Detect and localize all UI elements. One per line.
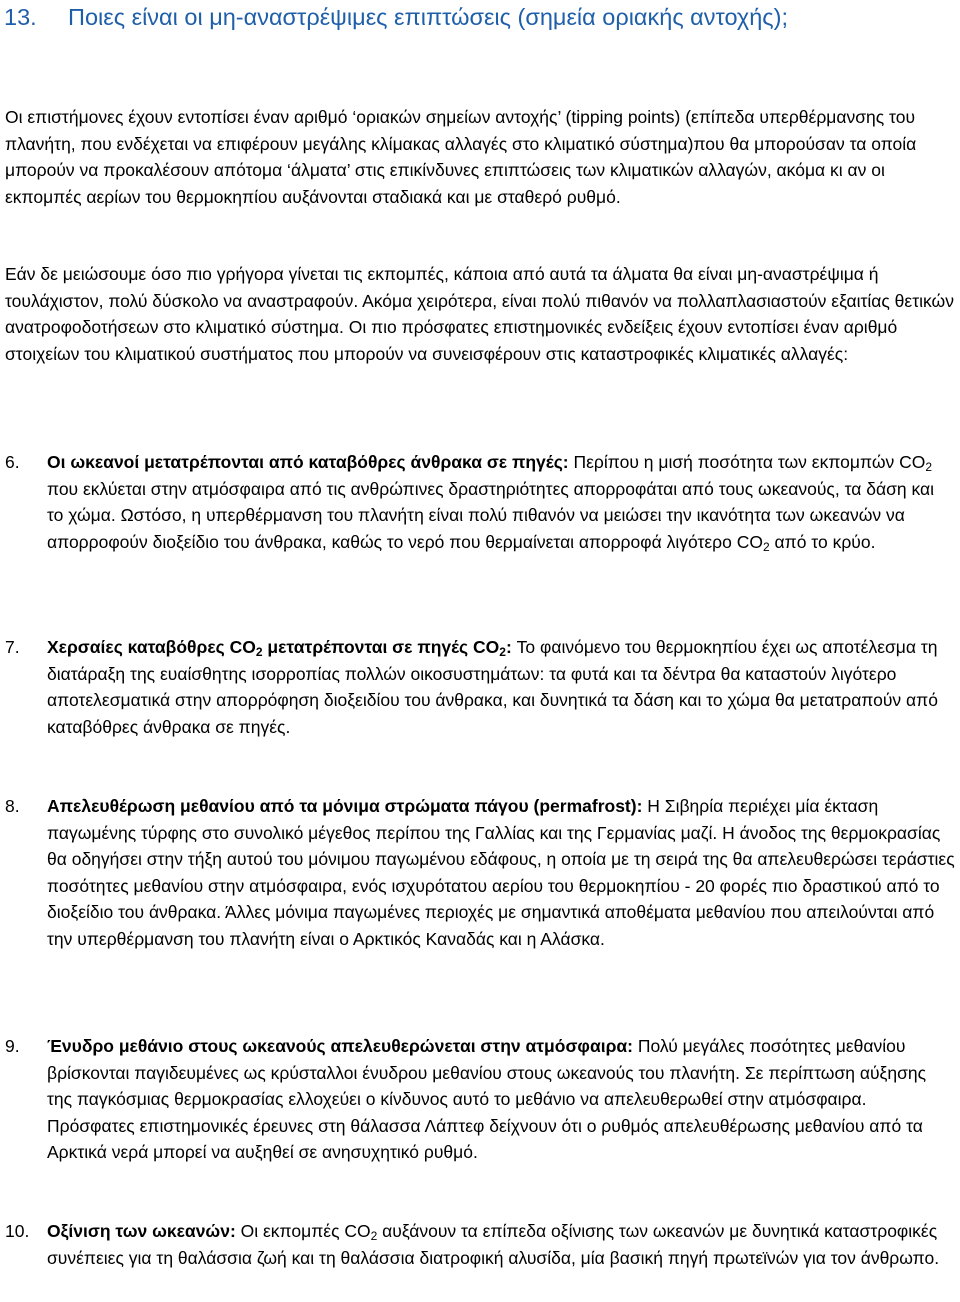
item-title: Οξίνιση των ωκεανών: — [47, 1221, 236, 1241]
subscript: 2 — [370, 1229, 378, 1243]
item-title-part: μετατρέπονται σε πηγές CO — [262, 637, 500, 657]
subscript: 2 — [499, 645, 506, 659]
item-number: 10. — [5, 1221, 30, 1241]
subscript: 2 — [925, 460, 933, 474]
item-title: Απελευθέρωση μεθανίου από τα μόνιμα στρώματα πάγου (permafrost): — [47, 796, 643, 816]
item-number: 8. — [5, 796, 20, 816]
item-text: Το φαινόμενο του θερμοκηπίου έχει ως αποτέλεσμα τη διατάραξη της ευαίσθητης ισορροπίας πολλών οικοσυστημάτων: τα φυτά και τα δέντρα θα καταστούν λιγότερο αποτελεσματικά στην απορρόφηση διοξειδίου του άνθρακα, και δυνητικά τα δάση και το χώμα θα μετατραπούν από καταβόθρες άνθρακα σε πηγές. — [47, 637, 938, 737]
intro-paragraph-1: Οι επιστήμονες έχουν εντοπίσει έναν αριθμό ‘οριακών σημείων αντοχής’ (tipping points) (επίπεδα υπερθέρμανσης του πλανήτη, που ενδέχεται να επιφέρουν μεγάλης κλίμακας αλλαγές στο κλιματικό σύστημα)που θα μπορούσαν τα οποία μπορούν να προκαλέσουν απότομα ‘άλματα’ στις επικίνδυνες επιπτώσεις των κλιματικών αλλαγών, ακόμα κι αν οι εκπομπές αερίων του θερμοκηπίου αυξάνονται σταδιακά και με σταθερό ρυθμό. — [5, 107, 917, 207]
item-text: Πολύ μεγάλες ποσότητες μεθανίου βρίσκονται παγιδευμένες ως κρύσταλλοι ένυδρου μεθανίου στους ωκεανούς του πλανήτη. Σε περίπτωση αύξησης της παγκόσμιας θερμοκρασίας ελλοχεύει ο κίνδυνος αυτό το μεθάνιο να απελευθερωθεί στην ατμόσφαιρα. Πρόσφατες επιστημονικές έρευνες στη θάλασσα Λάπτεφ δείχνουν ότι ο ρυθμός απελευθέρωσης μεθανίου από τα Αρκτικά νερά μπορεί να αυξηθεί σε ανησυχητικό ρυθμό. — [47, 1036, 927, 1162]
list-item-10 — [5, 1218, 955, 1271]
item-body — [47, 1218, 955, 1271]
item-text: Η Σιβηρία περιέχει μία έκταση παγωμένης τύρφης στο συνολικό μέγεθος περίπου της Γαλλίας και της Γερμανίας μαζί. Η άνοδος της θερμοκρασίας θα οδηγήσει στην τήξη αυτού του μόνιμου παγωμένου εδάφους, η οποία με τη σειρά της θα απελευθερώσει τεράστιες ποσότητες μεθανίου στην ατμόσφαιρα, ενός ισχυρότατου αερίου του θερμοκηπίου - 20 φορές πιο δραστικού από το διοξείδιο του άνθρακα. Άλλες μόνιμα παγωμένες περιοχές με σημαντικά αποθέματα μεθανίου που απειλούνται από την υπερθέρμανση του πλανήτη είναι ο Αρκτικός Καναδάς και η Αλάσκα. — [47, 796, 955, 949]
item-title — [47, 637, 512, 657]
item-title: Οι ωκεανοί μετατρέπονται από καταβόθρες άνθρακα σε πηγές: — [47, 452, 569, 472]
item-text: που εκλύεται στην ατμόσφαιρα από τις ανθρώπινες δραστηριότητες απορροφάται από τους ωκεανούς, τα δάση και το χώμα. Ωστόσο, η υπερθέρμανση του πλανήτη είναι πολύ πιθανόν να μειώσει την ικανότητα των ωκεανών να απορροφούν διοξείδιο του άνθρακα, καθώς το νερό που θερμαίνεται απορροφά λιγότερο CO — [47, 478, 935, 552]
item-title-part: : — [505, 637, 512, 657]
item-text: αυξάνουν τα επίπεδα οξίνισης των ωκεανών με δυνητικά καταστροφικές συνέπειες για τη θαλάσσια ζωή και τη θαλάσσια διατροφική αλυσίδα, μία βασική πηγή πρωτεϊνών για τον άνθρωπο. — [47, 1221, 940, 1268]
item-title-part: Χερσαίες καταβόθρες CO — [47, 637, 256, 657]
item-number: 7. — [5, 637, 20, 657]
list-item-7 — [5, 634, 955, 740]
subscript: 2 — [762, 539, 770, 554]
list-item-9 — [5, 1033, 955, 1166]
item-body — [47, 793, 955, 952]
list-item-6 — [5, 449, 955, 555]
item-body — [47, 1033, 955, 1166]
intro-paragraph-2: Εάν δε μειώσουμε όσο πιο γρήγορα γίνεται τις εκπομπές, κάποια από αυτά τα άλματα θα είναι μη-αναστρέψιμα ή τουλάχιστον, πολύ δύσκολο να αναστραφούν. Ακόμα χειρότερα, είναι πολύ πιθανόν να πολλαπλασιαστούν εξαιτίας θετικών ανατροφοδοτήσεων στο κλιματικό σύστημα. Οι πιο πρόσφατες επιστημονικές ενδείξεις έχουν εντοπίσει έναν αριθμό στοιχείων του κλιματικού συστήματος που μπορούν να συνεισφέρουν στις καταστροφικές κλιματικές αλλαγές: — [5, 264, 954, 364]
heading-title: Ποιες είναι οι μη-αναστρέψιμες επιπτώσεις (σημεία οριακής αντοχής); — [68, 4, 788, 30]
item-body — [47, 634, 955, 740]
section-heading — [4, 2, 954, 33]
heading-number: 13. — [4, 4, 37, 30]
item-text: από το κρύο. — [769, 531, 876, 552]
item-body — [47, 449, 955, 555]
item-text: Οι εκπομπές CO — [235, 1221, 371, 1241]
item-title: Ένυδρο μεθάνιο στους ωκεανούς απελευθερώνεται στην ατμόσφαιρα: — [47, 1036, 633, 1056]
list-item-8 — [5, 793, 955, 952]
item-text: Περίπου η μισή ποσότητα των εκπομπών CO — [568, 452, 926, 472]
item-number: 9. — [5, 1036, 20, 1056]
subscript: 2 — [255, 645, 263, 659]
item-number: 6. — [5, 452, 20, 472]
